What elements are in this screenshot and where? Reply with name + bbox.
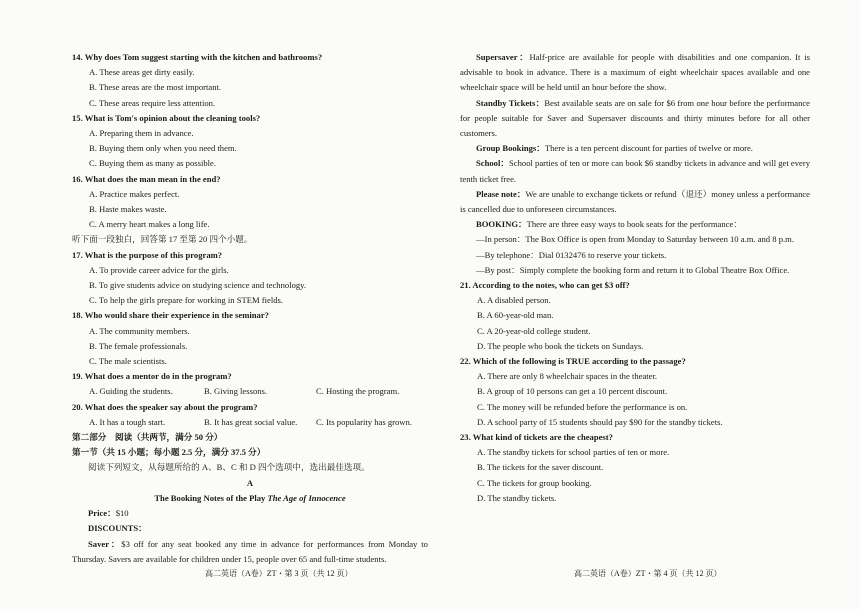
option-22b: B. A group of 10 persons can get a 10 percent discount. — [477, 386, 668, 397]
question-23: 23. What kind of tickets are the cheapest? — [460, 432, 613, 443]
question-16: 16. What does the man mean in the end? — [72, 173, 221, 184]
option-16b: B. Haste makes waste. — [89, 204, 167, 215]
group-label: Group Bookings： — [476, 143, 545, 154]
option-17a: A. To provide career advice for the girls. — [89, 264, 229, 275]
saver-text: $3 off for any seat booked any time in advance for performances from Monday to Thursday. Savers are available for children under 15, people over 65 and full-time students. — [72, 538, 428, 564]
discounts-label: DISCOUNTS： — [88, 523, 147, 534]
school-paragraph — [460, 156, 810, 186]
saver-paragraph — [72, 537, 428, 567]
option-15c: C. Buying them as many as possible. — [89, 158, 216, 169]
option-21c: C. A 20-year-old college student. — [477, 325, 591, 336]
option-20b: B. It has great social value. — [204, 416, 298, 427]
option-23d: D. The standby tickets. — [477, 492, 557, 503]
footer-page-3: 高二英语（A卷）ZT・第 3 页（共 12 页） — [205, 569, 353, 578]
option-16c: C. A merry heart makes a long life. — [89, 219, 210, 230]
option-15b: B. Buying them only when you need them. — [89, 143, 237, 154]
passage-letter: A — [246, 477, 254, 488]
option-23b: B. The tickets for the saver discount. — [477, 462, 604, 473]
option-23a: A. The standby tickets for school parties of ten or more. — [477, 447, 670, 458]
option-17c: C. To help the girls prepare for working in STEM fields. — [89, 295, 283, 306]
option-19a: A. Guiding the students. — [89, 386, 173, 397]
section-one-heading: 第一节（共 15 小题；每小题 2.5 分，满分 37.5 分） — [72, 447, 266, 458]
booking-way-1: —In person：The Box Office is open from Monday to Saturday between 10 a.m. and 8 p.m. — [476, 234, 794, 245]
supersaver-paragraph — [460, 50, 810, 96]
note-label: Please note： — [476, 188, 526, 199]
option-19b: B. Giving lessons. — [204, 386, 268, 397]
option-20a: A. It has a tough start. — [89, 416, 166, 427]
question-15: 15. What is Tom's opinion about the cleaning tools? — [72, 112, 261, 123]
option-14b: B. These areas are the most important. — [89, 82, 222, 93]
note-paragraph — [460, 187, 810, 217]
footer-page-4: 高二英语（A卷）ZT・第 4 页（共 12 页） — [574, 569, 722, 578]
question-19: 19. What does a mentor do in the program? — [72, 371, 232, 382]
option-21d: D. The people who book the tickets on Sundays. — [477, 340, 644, 351]
option-14a: A. These areas get dirty easily. — [89, 67, 195, 78]
booking-way-3: —By post：Simply complete the booking form and return it to Global Theatre Box Office. — [476, 264, 790, 275]
option-18c: C. The male scientists. — [89, 356, 167, 367]
part-two-heading: 第二部分 阅读（共两节，满分 50 分） — [72, 432, 223, 443]
standby-text: Best available seats are on sale for $6 from one hour before the performance for people suitable for Saver and Supersaver discounts and thirty minutes before for all other customers. — [460, 97, 810, 139]
question-14: 14. Why does Tom suggest starting with the kitchen and bathrooms? — [72, 52, 323, 62]
option-18a: A. The community members. — [89, 325, 190, 336]
option-14c: C. These areas require less attention. — [89, 97, 216, 108]
booking-label: BOOKING： — [476, 219, 527, 230]
booking-way-2: —By telephone：Dial 0132476 to reserve your tickets. — [476, 249, 667, 260]
left-column — [72, 50, 428, 567]
standby-label: Standby Tickets： — [476, 97, 545, 108]
option-22a: A. There are only 8 wheelchair spaces in the theater. — [477, 371, 657, 382]
option-23c: C. The tickets for group booking. — [477, 477, 592, 488]
option-22c: C. The money will be refunded before the performance is on. — [477, 401, 688, 412]
option-21b: B. A 60-year-old man. — [477, 310, 554, 321]
group-paragraph — [460, 141, 810, 156]
options-19 — [89, 384, 428, 399]
reading-instruction: 阅读下列短文，从每题所给的 A、B、C 和 D 四个选项中，选出最佳选项。 — [88, 462, 370, 473]
question-18: 18. Who would share their experience in the seminar? — [72, 310, 269, 321]
option-20c: C. Its popularity has grown. — [316, 416, 412, 427]
school-label: School： — [476, 158, 509, 169]
question-17: 17. What is the purpose of this program? — [72, 249, 223, 260]
price-label: Price： — [88, 508, 116, 519]
option-22d: D. A school party of 15 students should pay $90 for the standby tickets. — [477, 416, 723, 427]
note-text: We are unable to exchange tickets or refund（退还）money unless a performance is cancelled due to unforeseen circumstances. — [460, 188, 810, 215]
option-18b: B. The female professionals. — [89, 340, 188, 351]
group-text: There is a ten percent discount for parties of twelve or more. — [544, 143, 753, 154]
question-20: 20. What does the speaker say about the program? — [72, 401, 258, 412]
saver-label: Saver： — [88, 538, 122, 549]
option-16a: A. Practice makes perfect. — [89, 188, 180, 199]
option-21a: A. A disabled person. — [477, 295, 551, 306]
option-19c: C. Hosting the program. — [316, 386, 400, 397]
question-21: 21. According to the notes, who can get $3 off? — [460, 280, 630, 291]
title-prefix: The Booking Notes of the Play — [154, 492, 268, 503]
play-title: The Age of Innocence — [267, 492, 346, 503]
booking-text: There are three easy ways to book seats for the performance： — [526, 219, 742, 230]
supersaver-label: Supersaver： — [476, 52, 530, 62]
right-column — [460, 50, 810, 506]
supersaver-text: Half-price are available for people with disabilities and one companion. It is advisable to book in advance. There is a maximum of eight wheelchair spaces available and one wheelchair space will be held until an hour before the show. — [460, 52, 810, 93]
option-15a: A. Preparing them in advance. — [89, 128, 194, 139]
question-22: 22. Which of the following is TRUE according to the passage? — [460, 356, 686, 367]
options-20 — [89, 415, 428, 430]
standby-paragraph — [460, 96, 810, 142]
price-value: $10 — [115, 508, 129, 519]
listening-instruction: 听下面一段独白，回答第 17 至第 20 四个小题。 — [72, 234, 253, 245]
passage-title — [72, 491, 428, 506]
option-17b: B. To give students advice on studying science and technology. — [89, 280, 307, 291]
price-line — [88, 506, 428, 521]
school-text: School parties of ten or more can book $6 standby tickets in advance and will get every tenth ticket free. — [460, 158, 810, 184]
booking-paragraph — [460, 217, 810, 232]
